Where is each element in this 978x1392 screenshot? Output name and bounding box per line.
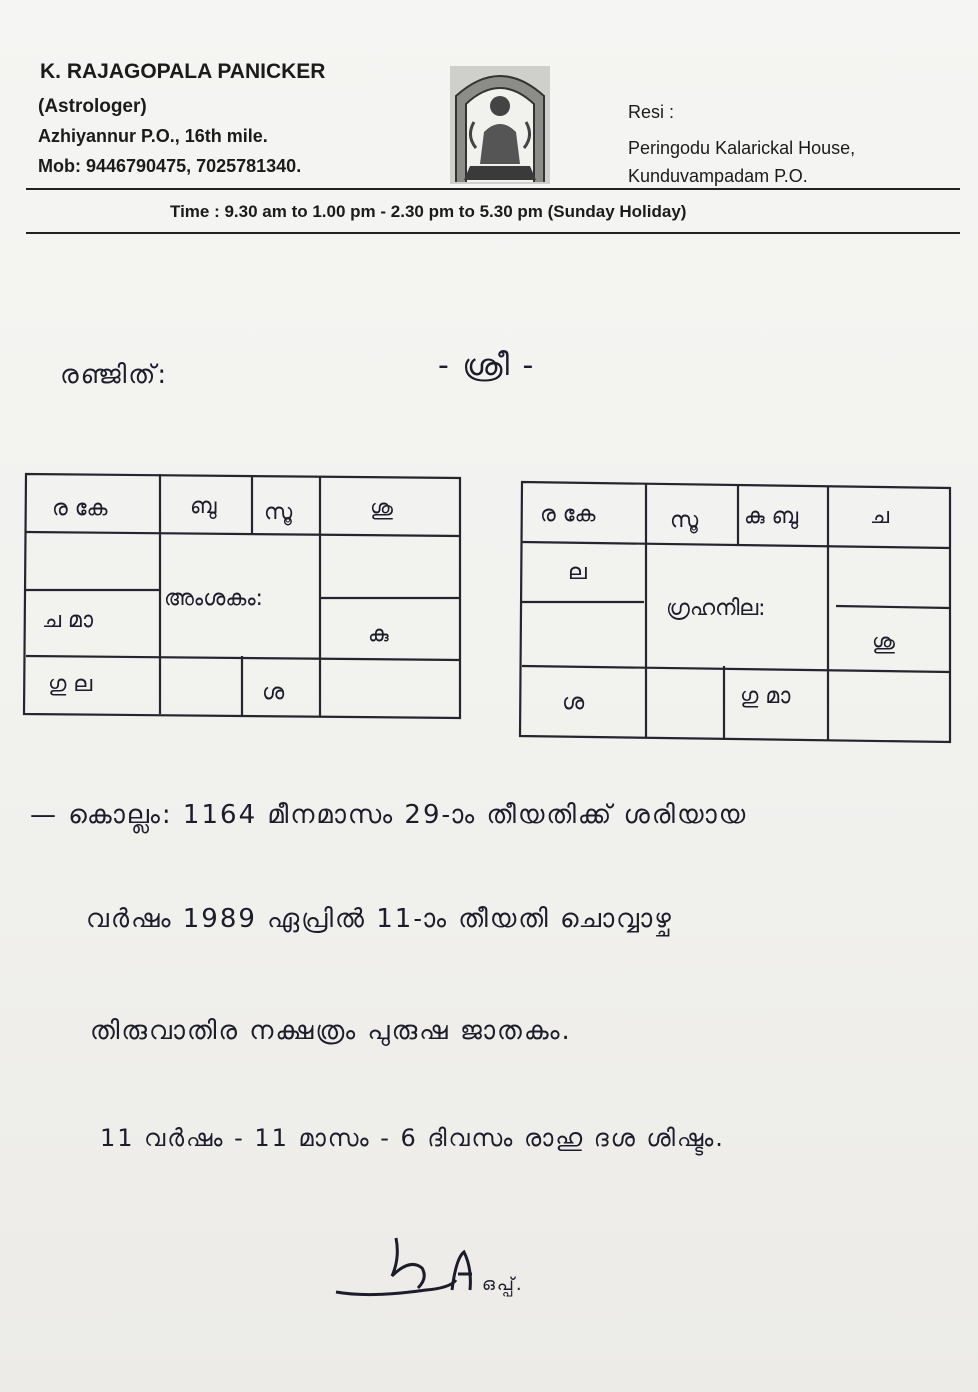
right-chart-top-3: കു ബു: [744, 504, 799, 529]
right-chart-mid-left: ല: [568, 560, 587, 585]
invocation: - ശ്രീ -: [438, 348, 536, 383]
body-line-2: വർഷം 1989 ഏപ്രിൽ 11-ാം തീയതി ചൊവ്വാഴ്ച: [86, 904, 673, 934]
body-line-3: തിരുവാതിര നക്ഷത്രം പുരുഷ ജാതകം.: [90, 1016, 572, 1046]
left-chart-top-2: ബു: [190, 494, 217, 519]
left-chart-top-1: ര കേ: [52, 496, 108, 521]
astrologer-name: K. RAJAGOPALA PANICKER: [40, 60, 326, 83]
right-chart-mid-right: ശു: [872, 630, 895, 655]
left-chart-bottom-mid: ശ: [262, 680, 285, 705]
profession: (Astrologer): [38, 96, 147, 117]
right-chart-top-1: ര കേ: [540, 502, 596, 527]
residence-line-1: Peringodu Kalarickal House,: [628, 138, 856, 158]
residence-label: Resi :: [628, 102, 675, 122]
right-chart-bottom-left: ശ: [562, 690, 585, 715]
residence-line-2: Kunduvampadam P.O.: [628, 166, 808, 186]
salutation: രഞ്ജിത്:: [60, 360, 169, 390]
left-chart-top-3: സൂ: [264, 500, 293, 525]
right-chart-top-2: സൂ: [670, 508, 699, 533]
body-line-1: — കൊല്ലം: 1164 മീനമാസം 29-ാം തീയതിക്ക് ശരിയായ: [30, 800, 748, 830]
right-chart-center-label: ഗ്രഹനില:: [666, 596, 766, 621]
signature-icon: [330, 1228, 530, 1308]
body-line-4: 11 വർഷം - 11 മാസം - 6 ദിവസം രാഹു ദശ ശിഷ്ടം.: [100, 1124, 725, 1152]
left-chart-bottom-left: ഗു ല: [48, 672, 93, 697]
mobile-numbers: Mob: 9446790475, 7025781340.: [38, 156, 302, 176]
left-chart-mid-right: കു: [368, 622, 389, 647]
right-chart-top-4: ച: [870, 504, 890, 529]
signature-text: ഒപ്പ്.: [482, 1274, 524, 1295]
office-address: Azhiyannur P.O., 16th mile.: [38, 126, 268, 146]
header-divider-top: [26, 188, 960, 190]
left-chart-mid-left: ച മാ: [42, 608, 93, 633]
right-chart-bottom-mid: ഗു മാ: [740, 684, 791, 709]
deity-emblem-icon: [448, 62, 552, 186]
header-divider-bottom: [26, 232, 960, 234]
left-chart-top-4: ശു: [370, 496, 393, 521]
left-chart-center-label: അംശകം:: [164, 586, 263, 611]
office-timing: Time : 9.30 am to 1.00 pm - 2.30 pm to 5.30 pm (Sunday Holiday): [170, 202, 687, 221]
